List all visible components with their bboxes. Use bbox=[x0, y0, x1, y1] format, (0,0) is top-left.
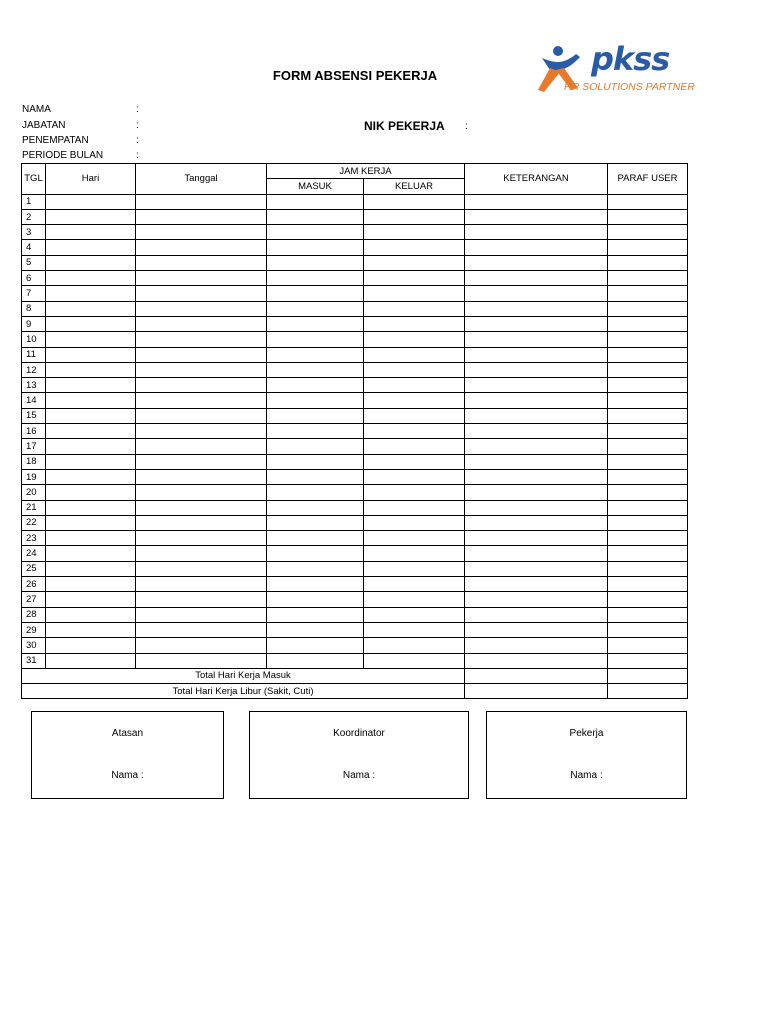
keluar-cell[interactable] bbox=[364, 286, 465, 301]
tanggal-cell[interactable] bbox=[136, 255, 267, 270]
info-label-jabatan: JABATAN bbox=[22, 120, 66, 131]
keluar-cell[interactable] bbox=[364, 271, 465, 286]
signature-box-atasan bbox=[31, 711, 224, 799]
keterangan-cell[interactable] bbox=[465, 638, 608, 653]
keterangan-cell[interactable] bbox=[465, 622, 608, 637]
hari-cell[interactable] bbox=[46, 286, 136, 301]
masuk-cell[interactable] bbox=[267, 561, 364, 576]
paraf-cell[interactable] bbox=[608, 439, 688, 454]
table-row bbox=[22, 439, 688, 454]
day-number: 4 bbox=[22, 240, 46, 255]
masuk-cell[interactable] bbox=[267, 194, 364, 209]
header-tgl: TGL bbox=[22, 164, 46, 195]
masuk-cell[interactable] bbox=[267, 469, 364, 484]
hari-cell[interactable] bbox=[46, 240, 136, 255]
total-paraf-cell[interactable] bbox=[608, 668, 688, 683]
info-colon: : bbox=[136, 150, 139, 161]
masuk-cell[interactable] bbox=[267, 347, 364, 362]
masuk-cell[interactable] bbox=[267, 393, 364, 408]
keluar-cell[interactable] bbox=[364, 592, 465, 607]
keluar-cell[interactable] bbox=[364, 240, 465, 255]
signature-name: Nama : bbox=[342, 770, 376, 781]
tanggal-cell[interactable] bbox=[136, 286, 267, 301]
day-number: 1 bbox=[22, 194, 46, 209]
keterangan-cell[interactable] bbox=[465, 515, 608, 530]
paraf-cell[interactable] bbox=[608, 485, 688, 500]
keterangan-cell[interactable] bbox=[465, 255, 608, 270]
info-label-penempatan: PENEMPATAN bbox=[22, 135, 89, 146]
paraf-cell[interactable] bbox=[608, 393, 688, 408]
hari-cell[interactable] bbox=[46, 531, 136, 546]
keterangan-cell[interactable] bbox=[465, 577, 608, 592]
masuk-cell[interactable] bbox=[267, 301, 364, 316]
tanggal-cell[interactable] bbox=[136, 332, 267, 347]
keluar-cell[interactable] bbox=[364, 255, 465, 270]
keterangan-cell[interactable] bbox=[465, 225, 608, 240]
table-row bbox=[22, 546, 688, 561]
keluar-cell[interactable] bbox=[364, 454, 465, 469]
paraf-cell[interactable] bbox=[608, 240, 688, 255]
tanggal-cell[interactable] bbox=[136, 393, 267, 408]
day-number: 9 bbox=[22, 316, 46, 331]
attendance-table bbox=[21, 163, 688, 699]
table-row bbox=[22, 577, 688, 592]
masuk-cell[interactable] bbox=[267, 577, 364, 592]
info-colon: : bbox=[136, 135, 139, 146]
pkss-logo bbox=[536, 40, 695, 96]
masuk-cell[interactable] bbox=[267, 240, 364, 255]
day-number: 15 bbox=[22, 408, 46, 423]
keluar-cell[interactable] bbox=[364, 209, 465, 224]
paraf-cell[interactable] bbox=[608, 454, 688, 469]
table-row bbox=[22, 408, 688, 423]
tanggal-cell[interactable] bbox=[136, 561, 267, 576]
keluar-cell[interactable] bbox=[364, 194, 465, 209]
day-number: 30 bbox=[22, 638, 46, 653]
hari-cell[interactable] bbox=[46, 592, 136, 607]
masuk-cell[interactable] bbox=[267, 316, 364, 331]
header-masuk: MASUK bbox=[267, 179, 364, 194]
info-colon: : bbox=[136, 104, 139, 115]
day-rows bbox=[22, 194, 688, 668]
tanggal-cell[interactable] bbox=[136, 622, 267, 637]
table-row bbox=[22, 500, 688, 515]
day-number: 5 bbox=[22, 255, 46, 270]
paraf-cell[interactable] bbox=[608, 316, 688, 331]
total-keterangan-cell[interactable] bbox=[465, 668, 608, 683]
masuk-cell[interactable] bbox=[267, 439, 364, 454]
day-number: 20 bbox=[22, 485, 46, 500]
total-row bbox=[22, 684, 688, 699]
keterangan-cell[interactable] bbox=[465, 362, 608, 377]
day-number: 27 bbox=[22, 592, 46, 607]
table-row bbox=[22, 454, 688, 469]
keluar-cell[interactable] bbox=[364, 500, 465, 515]
header-keluar: KELUAR bbox=[364, 179, 465, 194]
paraf-cell[interactable] bbox=[608, 469, 688, 484]
tanggal-cell[interactable] bbox=[136, 653, 267, 668]
tanggal-cell[interactable] bbox=[136, 225, 267, 240]
keluar-cell[interactable] bbox=[364, 332, 465, 347]
masuk-cell[interactable] bbox=[267, 286, 364, 301]
paraf-cell[interactable] bbox=[608, 332, 688, 347]
table-row bbox=[22, 638, 688, 653]
day-number: 14 bbox=[22, 393, 46, 408]
nik-pekerja-colon: : bbox=[465, 121, 468, 132]
keluar-cell[interactable] bbox=[364, 439, 465, 454]
keluar-cell[interactable] bbox=[364, 469, 465, 484]
keluar-cell[interactable] bbox=[364, 515, 465, 530]
table-row bbox=[22, 622, 688, 637]
table-row bbox=[22, 286, 688, 301]
paraf-cell[interactable] bbox=[608, 209, 688, 224]
hari-cell[interactable] bbox=[46, 653, 136, 668]
day-number: 7 bbox=[22, 286, 46, 301]
signature-box-pekerja bbox=[486, 711, 687, 799]
day-number: 2 bbox=[22, 209, 46, 224]
keterangan-cell[interactable] bbox=[465, 546, 608, 561]
keterangan-cell[interactable] bbox=[465, 209, 608, 224]
table-row bbox=[22, 347, 688, 362]
total-row bbox=[22, 668, 688, 683]
day-number: 29 bbox=[22, 622, 46, 637]
logo-tagline: HR SOLUTIONS PARTNER bbox=[564, 81, 695, 93]
keterangan-cell[interactable] bbox=[465, 424, 608, 439]
keterangan-cell[interactable] bbox=[465, 347, 608, 362]
table-row bbox=[22, 332, 688, 347]
keluar-cell[interactable] bbox=[364, 378, 465, 393]
table-row bbox=[22, 271, 688, 286]
form-title: FORM ABSENSI PEKERJA bbox=[272, 68, 438, 83]
info-label-nama: NAMA bbox=[22, 104, 51, 115]
tanggal-cell[interactable] bbox=[136, 408, 267, 423]
tanggal-cell[interactable] bbox=[136, 439, 267, 454]
hari-cell[interactable] bbox=[46, 638, 136, 653]
day-number: 22 bbox=[22, 515, 46, 530]
table-row bbox=[22, 240, 688, 255]
paraf-cell[interactable] bbox=[608, 561, 688, 576]
total-label: Total Hari Kerja Libur (Sakit, Cuti) bbox=[22, 684, 465, 699]
table-row bbox=[22, 607, 688, 622]
paraf-cell[interactable] bbox=[608, 255, 688, 270]
masuk-cell[interactable] bbox=[267, 225, 364, 240]
tanggal-cell[interactable] bbox=[136, 271, 267, 286]
paraf-cell[interactable] bbox=[608, 500, 688, 515]
keterangan-cell[interactable] bbox=[465, 378, 608, 393]
day-number: 28 bbox=[22, 607, 46, 622]
table-row bbox=[22, 194, 688, 209]
table-row bbox=[22, 225, 688, 240]
paraf-cell[interactable] bbox=[608, 225, 688, 240]
total-keterangan-cell[interactable] bbox=[465, 684, 608, 699]
day-number: 16 bbox=[22, 424, 46, 439]
keterangan-cell[interactable] bbox=[465, 485, 608, 500]
table-row bbox=[22, 469, 688, 484]
hari-cell[interactable] bbox=[46, 347, 136, 362]
info-label-periode-bulan: PERIODE BULAN bbox=[22, 150, 104, 161]
paraf-cell[interactable] bbox=[608, 622, 688, 637]
tanggal-cell[interactable] bbox=[136, 240, 267, 255]
nik-pekerja-label: NIK PEKERJA bbox=[364, 119, 445, 133]
signature-title: Koordinator bbox=[333, 728, 385, 739]
masuk-cell[interactable] bbox=[267, 408, 364, 423]
hari-cell[interactable] bbox=[46, 194, 136, 209]
hari-cell[interactable] bbox=[46, 255, 136, 270]
table-row bbox=[22, 531, 688, 546]
keterangan-cell[interactable] bbox=[465, 607, 608, 622]
masuk-cell[interactable] bbox=[267, 622, 364, 637]
day-number: 26 bbox=[22, 577, 46, 592]
keluar-cell[interactable] bbox=[364, 561, 465, 576]
table-row bbox=[22, 592, 688, 607]
signature-name: Nama : bbox=[111, 770, 144, 781]
hari-cell[interactable] bbox=[46, 561, 136, 576]
keterangan-cell[interactable] bbox=[465, 500, 608, 515]
total-paraf-cell[interactable] bbox=[608, 684, 688, 699]
header-paraf-user: PARAF USER bbox=[608, 164, 688, 195]
masuk-cell[interactable] bbox=[267, 607, 364, 622]
total-label: Total Hari Kerja Masuk bbox=[22, 668, 465, 683]
tanggal-cell[interactable] bbox=[136, 209, 267, 224]
day-number: 19 bbox=[22, 469, 46, 484]
paraf-cell[interactable] bbox=[608, 301, 688, 316]
hari-cell[interactable] bbox=[46, 607, 136, 622]
day-number: 11 bbox=[22, 347, 46, 362]
keluar-cell[interactable] bbox=[364, 225, 465, 240]
paraf-cell[interactable] bbox=[608, 653, 688, 668]
tanggal-cell[interactable] bbox=[136, 485, 267, 500]
paraf-cell[interactable] bbox=[608, 347, 688, 362]
signature-title: Pekerja bbox=[569, 728, 604, 739]
tanggal-cell[interactable] bbox=[136, 592, 267, 607]
masuk-cell[interactable] bbox=[267, 653, 364, 668]
paraf-cell[interactable] bbox=[608, 424, 688, 439]
hari-cell[interactable] bbox=[46, 622, 136, 637]
hari-cell[interactable] bbox=[46, 225, 136, 240]
signature-title: Atasan bbox=[111, 728, 144, 739]
header-keterangan: KETERANGAN bbox=[465, 164, 608, 195]
signature-box-koordinator bbox=[249, 711, 469, 799]
paraf-cell[interactable] bbox=[608, 286, 688, 301]
keterangan-cell[interactable] bbox=[465, 316, 608, 331]
day-number: 12 bbox=[22, 362, 46, 377]
hari-cell[interactable] bbox=[46, 454, 136, 469]
keluar-cell[interactable] bbox=[364, 638, 465, 653]
masuk-cell[interactable] bbox=[267, 362, 364, 377]
hari-cell[interactable] bbox=[46, 439, 136, 454]
day-number: 6 bbox=[22, 271, 46, 286]
keterangan-cell[interactable] bbox=[465, 286, 608, 301]
table-row bbox=[22, 209, 688, 224]
tanggal-cell[interactable] bbox=[136, 500, 267, 515]
keluar-cell[interactable] bbox=[364, 622, 465, 637]
table-row bbox=[22, 393, 688, 408]
day-number: 18 bbox=[22, 454, 46, 469]
tanggal-cell[interactable] bbox=[136, 378, 267, 393]
tanggal-cell[interactable] bbox=[136, 424, 267, 439]
table-row bbox=[22, 515, 688, 530]
day-number: 10 bbox=[22, 332, 46, 347]
hari-cell[interactable] bbox=[46, 301, 136, 316]
keluar-cell[interactable] bbox=[364, 316, 465, 331]
masuk-cell[interactable] bbox=[267, 638, 364, 653]
masuk-cell[interactable] bbox=[267, 500, 364, 515]
keterangan-cell[interactable] bbox=[465, 531, 608, 546]
day-number: 24 bbox=[22, 546, 46, 561]
keterangan-cell[interactable] bbox=[465, 240, 608, 255]
keterangan-cell[interactable] bbox=[465, 271, 608, 286]
masuk-cell[interactable] bbox=[267, 546, 364, 561]
paraf-cell[interactable] bbox=[608, 271, 688, 286]
table-row bbox=[22, 255, 688, 270]
paraf-cell[interactable] bbox=[608, 531, 688, 546]
tanggal-cell[interactable] bbox=[136, 546, 267, 561]
day-number: 25 bbox=[22, 561, 46, 576]
keterangan-cell[interactable] bbox=[465, 439, 608, 454]
tanggal-cell[interactable] bbox=[136, 362, 267, 377]
tanggal-cell[interactable] bbox=[136, 347, 267, 362]
day-number: 3 bbox=[22, 225, 46, 240]
hari-cell[interactable] bbox=[46, 500, 136, 515]
table-row bbox=[22, 378, 688, 393]
masuk-cell[interactable] bbox=[267, 515, 364, 530]
totals bbox=[22, 668, 688, 699]
day-number: 23 bbox=[22, 531, 46, 546]
paraf-cell[interactable] bbox=[608, 577, 688, 592]
tanggal-cell[interactable] bbox=[136, 577, 267, 592]
table-row bbox=[22, 316, 688, 331]
keterangan-cell[interactable] bbox=[465, 561, 608, 576]
paraf-cell[interactable] bbox=[608, 194, 688, 209]
day-number: 13 bbox=[22, 378, 46, 393]
keterangan-cell[interactable] bbox=[465, 653, 608, 668]
hari-cell[interactable] bbox=[46, 271, 136, 286]
info-colon: : bbox=[136, 120, 139, 131]
keluar-cell[interactable] bbox=[364, 362, 465, 377]
masuk-cell[interactable] bbox=[267, 424, 364, 439]
header-tanggal: Tanggal bbox=[136, 164, 267, 195]
keluar-cell[interactable] bbox=[364, 408, 465, 423]
masuk-cell[interactable] bbox=[267, 378, 364, 393]
paraf-cell[interactable] bbox=[608, 607, 688, 622]
keluar-cell[interactable] bbox=[364, 347, 465, 362]
paraf-cell[interactable] bbox=[608, 378, 688, 393]
day-number: 21 bbox=[22, 500, 46, 515]
paraf-cell[interactable] bbox=[608, 362, 688, 377]
keluar-cell[interactable] bbox=[364, 577, 465, 592]
tanggal-cell[interactable] bbox=[136, 194, 267, 209]
table-row bbox=[22, 301, 688, 316]
tanggal-cell[interactable] bbox=[136, 301, 267, 316]
hari-cell[interactable] bbox=[46, 332, 136, 347]
hari-cell[interactable] bbox=[46, 577, 136, 592]
keterangan-cell[interactable] bbox=[465, 301, 608, 316]
keterangan-cell[interactable] bbox=[465, 408, 608, 423]
keluar-cell[interactable] bbox=[364, 531, 465, 546]
keluar-cell[interactable] bbox=[364, 607, 465, 622]
tanggal-cell[interactable] bbox=[136, 316, 267, 331]
day-number: 17 bbox=[22, 439, 46, 454]
keluar-cell[interactable] bbox=[364, 393, 465, 408]
paraf-cell[interactable] bbox=[608, 592, 688, 607]
table-row bbox=[22, 485, 688, 500]
hari-cell[interactable] bbox=[46, 316, 136, 331]
paraf-cell[interactable] bbox=[608, 515, 688, 530]
keterangan-cell[interactable] bbox=[465, 393, 608, 408]
masuk-cell[interactable] bbox=[267, 209, 364, 224]
hari-cell[interactable] bbox=[46, 424, 136, 439]
keluar-cell[interactable] bbox=[364, 424, 465, 439]
hari-cell[interactable] bbox=[46, 362, 136, 377]
tanggal-cell[interactable] bbox=[136, 469, 267, 484]
keluar-cell[interactable] bbox=[364, 301, 465, 316]
hari-cell[interactable] bbox=[46, 546, 136, 561]
masuk-cell[interactable] bbox=[267, 255, 364, 270]
paraf-cell[interactable] bbox=[608, 546, 688, 561]
paraf-cell[interactable] bbox=[608, 408, 688, 423]
keterangan-cell[interactable] bbox=[465, 194, 608, 209]
masuk-cell[interactable] bbox=[267, 531, 364, 546]
masuk-cell[interactable] bbox=[267, 485, 364, 500]
tanggal-cell[interactable] bbox=[136, 531, 267, 546]
table-row bbox=[22, 653, 688, 668]
table-row bbox=[22, 561, 688, 576]
keterangan-cell[interactable] bbox=[465, 332, 608, 347]
day-number: 31 bbox=[22, 653, 46, 668]
keterangan-cell[interactable] bbox=[465, 592, 608, 607]
masuk-cell[interactable] bbox=[267, 592, 364, 607]
masuk-cell[interactable] bbox=[267, 271, 364, 286]
keterangan-cell[interactable] bbox=[465, 454, 608, 469]
keluar-cell[interactable] bbox=[364, 653, 465, 668]
hari-cell[interactable] bbox=[46, 408, 136, 423]
hari-cell[interactable] bbox=[46, 209, 136, 224]
keluar-cell[interactable] bbox=[364, 485, 465, 500]
tanggal-cell[interactable] bbox=[136, 638, 267, 653]
header-jam-kerja: JAM KERJA bbox=[267, 164, 465, 179]
masuk-cell[interactable] bbox=[267, 454, 364, 469]
keterangan-cell[interactable] bbox=[465, 469, 608, 484]
hari-cell[interactable] bbox=[46, 393, 136, 408]
tanggal-cell[interactable] bbox=[136, 607, 267, 622]
tanggal-cell[interactable] bbox=[136, 454, 267, 469]
masuk-cell[interactable] bbox=[267, 332, 364, 347]
header-hari: Hari bbox=[46, 164, 136, 195]
signature-name: Nama : bbox=[570, 770, 603, 781]
logo-brand: pkss bbox=[591, 40, 670, 78]
table-row bbox=[22, 362, 688, 377]
hari-cell[interactable] bbox=[46, 485, 136, 500]
paraf-cell[interactable] bbox=[608, 638, 688, 653]
hari-cell[interactable] bbox=[46, 515, 136, 530]
hari-cell[interactable] bbox=[46, 469, 136, 484]
day-number: 8 bbox=[22, 301, 46, 316]
tanggal-cell[interactable] bbox=[136, 515, 267, 530]
hari-cell[interactable] bbox=[46, 378, 136, 393]
table-row bbox=[22, 424, 688, 439]
keluar-cell[interactable] bbox=[364, 546, 465, 561]
